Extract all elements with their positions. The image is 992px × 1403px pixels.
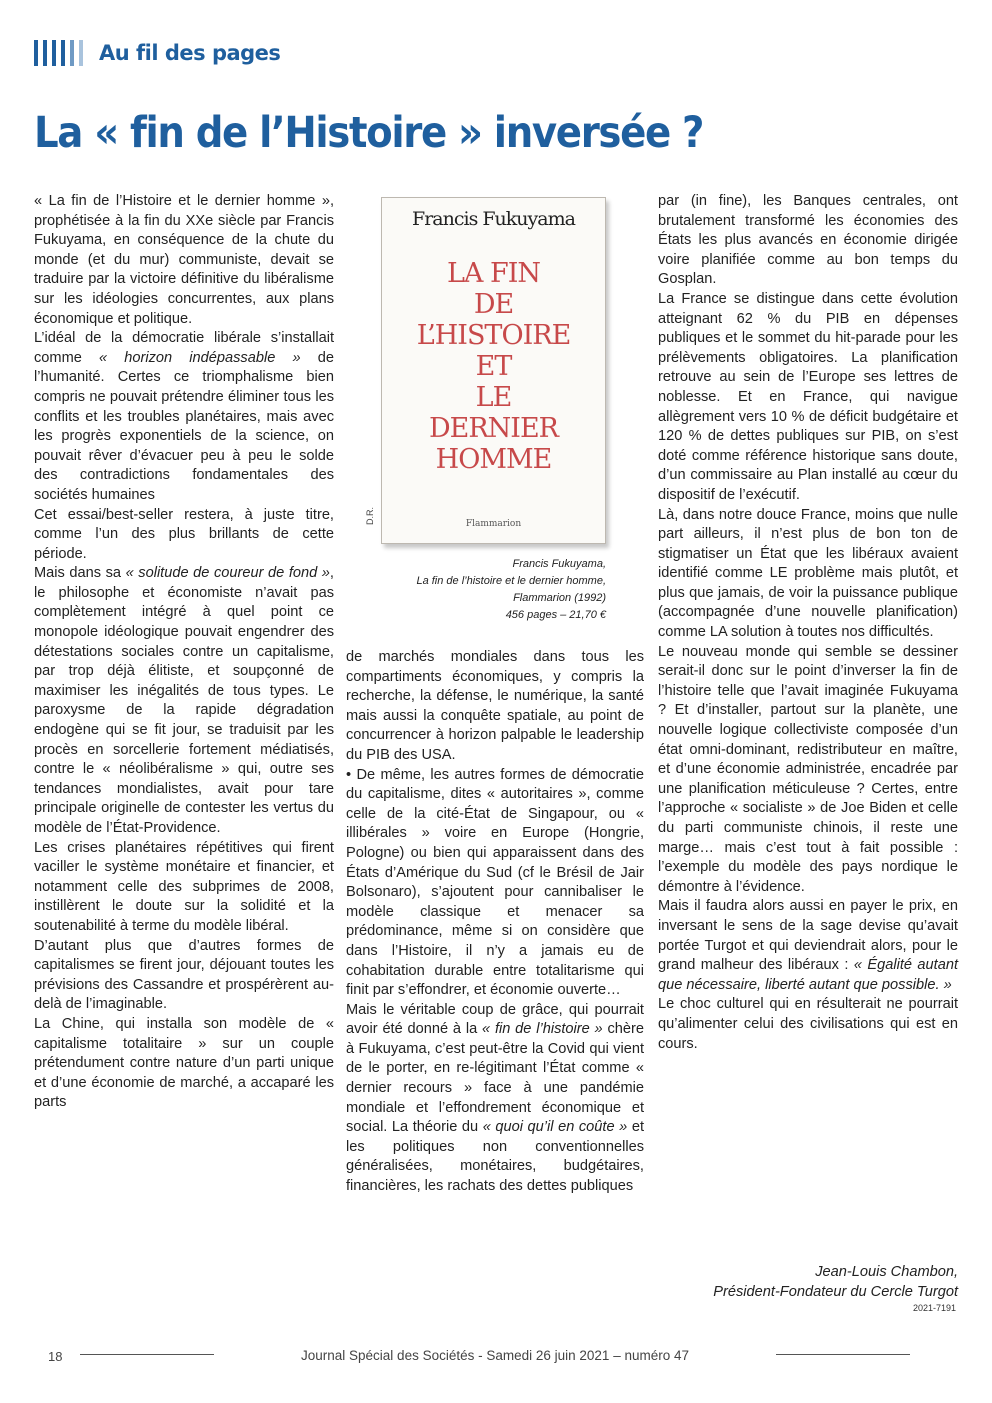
paragraph: Là, dans notre douce France, moins que nulle part ailleurs, il n’est plus de bon ton de stigmatiser un État que les libéraux avaient identifié comme LE problème mais plutôt, et plus que jamais, de voir la puissance publique (accompagnée d’une nouvelle planification) comme LA solution à toutes nos difficultés. (658, 506, 958, 641)
paragraph: Les crises planétaires répétitives qui firent vaciller le système monétaire et financier, et notamment celle des subprimes de 2008, instillèrent le doute sur la solidité et la soutenabilité à terme du modèle libéral. (34, 839, 334, 934)
page-number: 18 (48, 1349, 63, 1364)
paragraph: « La fin de l’Histoire et le dernier homme », prophétisée à la fin du XXe siècle par Francis Fukuyama, en conséquence de la chute du monde (et du mur) communiste, devait se traduire par la victoire définitive du libéralisme sur les idéologies concurrentes, aux plans économique et politique. (34, 193, 334, 327)
paragraph: Mais le véritable coup de grâce, qui pourrait avoir été donné à la « fin de l’histoire » chère à Fukuyama, c’est peut-être la Covid qui vient de le porter, en re-légitimant l’État comme « dernier recours » face à une pandémie mondiale et l’effondrement économique et social. La théorie du « quoi qu’il en coûte » et les politiques non conventionnelles généralisées, monétaires, budgétaires, financières, les rachats des dettes publiques (346, 1001, 645, 1195)
journal-info: Journal Spécial des Sociétés - Samedi 26 juin 2021 – numéro 47 (301, 1348, 689, 1363)
book-cover-author: Francis Fukuyama (412, 208, 575, 230)
paragraph: D’autant plus que d’autres formes de capitalismes se firent jour, déjouant toutes les prévisions des Cassandre et prospérèrent au-delà de l’imaginable. (34, 937, 334, 1013)
book-title-line: ET (475, 351, 512, 382)
paragraph: Cet essai/best-seller restera, à juste titre, comme l’un des plus brillants de cette période. (34, 506, 334, 562)
paragraph: Mais dans sa « solitude de coureur de fond », le philosophe et économiste n’avait pas complètement intégré à quel point ce monopole idéologique pouvait engendrer des détestations sociales contre un capitalisme, par trop déjà élitiste, et soupçonné de maximiser les inégalités de tous types. Le paroxysme de la rapide dégradation endogène qui se fit jour, se traduisit par les procès en sorcellerie fortement médiatisés, contre le « néolibéralisme » qui, outre ses tendances mondialistes, avait pour tare principale originelle de contester les vertus du modèle de l’État-Providence. (34, 565, 334, 836)
paragraph: Le nouveau monde qui semble se dessiner serait-il donc sur le point d’inverser la fin de l’histoire telle que l’avait imaginée Fukuyama ? Et d’installer, partout sur la planète, une nouvelle logique collectiviste composée d’un état omni-dominant, redistributeur en maître, et d’une économie administrée, encadrée par une planification méticuleuse ? Certes, entre l’approche « socialiste » de Joe Biden et celle du parti communiste chinois, il reste une marge… mais c’est tout à fait possible : l’exemple du modèle des pays nordique le démontre à l’évidence. (658, 643, 958, 895)
paragraph: La Chine, qui installa son modèle de « capitalisme totalitaire » sur un couple prétendument contre nature d’un parti unique et d’une économie de marché, a accaparé les parts (34, 1015, 334, 1111)
article-column-2 (346, 648, 644, 1197)
book-title-line: L’HISTOIRE (416, 320, 571, 351)
section-rubric (34, 40, 280, 66)
book-title-line: DERNIER (428, 413, 558, 444)
paragraph: • De même, les autres formes de démocratie du capitalisme, dites « autoritaires », comme celle de la cité-État de Singapour, ou « illibérales » voire en Europe (Hongrie, Pologne) ou bien qui apparaissent dans des États d’Amérique du Sud (cf le Brésil de Jair Bolsonaro), s’ajoutent pour cannibaliser le modèle classique et menacer sa prédominance, même si on considère que dans l’Histoire, il n’y a jamais eu de cohabitation durable entre totalitarisme qui finit par s’effondrer, et économie ouverte… (346, 766, 644, 999)
author-name: Jean-Louis Chambon, (815, 1264, 958, 1280)
book-caption: Francis Fukuyama, La fin de l’histoire et le dernier homme, Flammarion (1992) 456 pages – 21,70 € (416, 558, 606, 621)
book-title-line: LE (475, 382, 512, 413)
article-column-3 (658, 192, 958, 1054)
paragraph: La France se distingue dans cette évolution atteignant 62 % du PIB en dépenses publiques et le sommet du hit-parade pour les prélèvements obligatoires. La planification retrouve au sein de l’Europe ses lettres de noblesse. Et en France, qui navigue allègrement vers 10 % de déficit budgétaire et 120 % de dettes publiques sur PIB, on s’est doté comme référence historique sans doute, d’un commissaire au Plan installé au cœur du dispositif de l’exécutif. (658, 290, 958, 503)
paragraph: Le choc culturel qui en résulterait ne pourrait qu’alimenter celui des civilisations qui est en cours. (658, 996, 958, 1052)
paragraph: Mais il faudra alors aussi en payer le prix, en inversant le sens de la sage devise qu’avait portée Turgot et qui deviendrait alors, pour le grand malheur des libéraux : « Égalité autant que nécessaire, liberté autant que possible. » (658, 898, 958, 993)
book-cover-image (381, 197, 606, 544)
article-headline: La « fin de l’Histoire » inversée ? (34, 108, 704, 158)
book-cover-title (382, 258, 605, 475)
rubric-label: Au fil des pages (99, 41, 281, 65)
book-title-line: DE (473, 289, 514, 320)
paragraph: de marchés mondiales dans tous les compartiments économiques, y compris la recherche, la défense, le numérique, la santé mais aussi la conquête spatiale, au point de concurrencer à horizon palpable le leadership du PIB des USA. (346, 649, 644, 763)
book-title-line: HOMME (435, 444, 552, 475)
paragraph: L’idéal de la démocratie libérale s’installait comme « horizon indépassable » de l’humanité. Certes ce triomphalisme bien compris ne pouvait prétendre éliminer tous les conflits et les troubles planétaires, mais avec les progrès exponentiels de la science, on pouvait rêver d’évacuer peu à peu le solde des contradictions fondamentales des sociétés humaines (34, 330, 334, 503)
paragraph: par (in fine), les Banques centrales, ont brutalement transformé les économies des États les plus avancés en économie dirigée voire planifiée comme au bon temps du Gosplan. (658, 193, 958, 288)
author-signature (713, 1262, 958, 1302)
book-title-line: LA FIN (446, 258, 541, 289)
photo-credit: D.R. (365, 507, 375, 525)
footer-divider (80, 1354, 214, 1355)
book-cover-publisher: Flammarion (465, 519, 522, 529)
rubric-bars-icon (34, 40, 83, 66)
article-reference: 2021-7191 (912, 1303, 956, 1313)
page-footer (0, 1346, 992, 1368)
article-column-1 (34, 192, 334, 1113)
footer-divider (776, 1354, 910, 1355)
author-role: Président-Fondateur du Cercle Turgot (713, 1284, 958, 1300)
